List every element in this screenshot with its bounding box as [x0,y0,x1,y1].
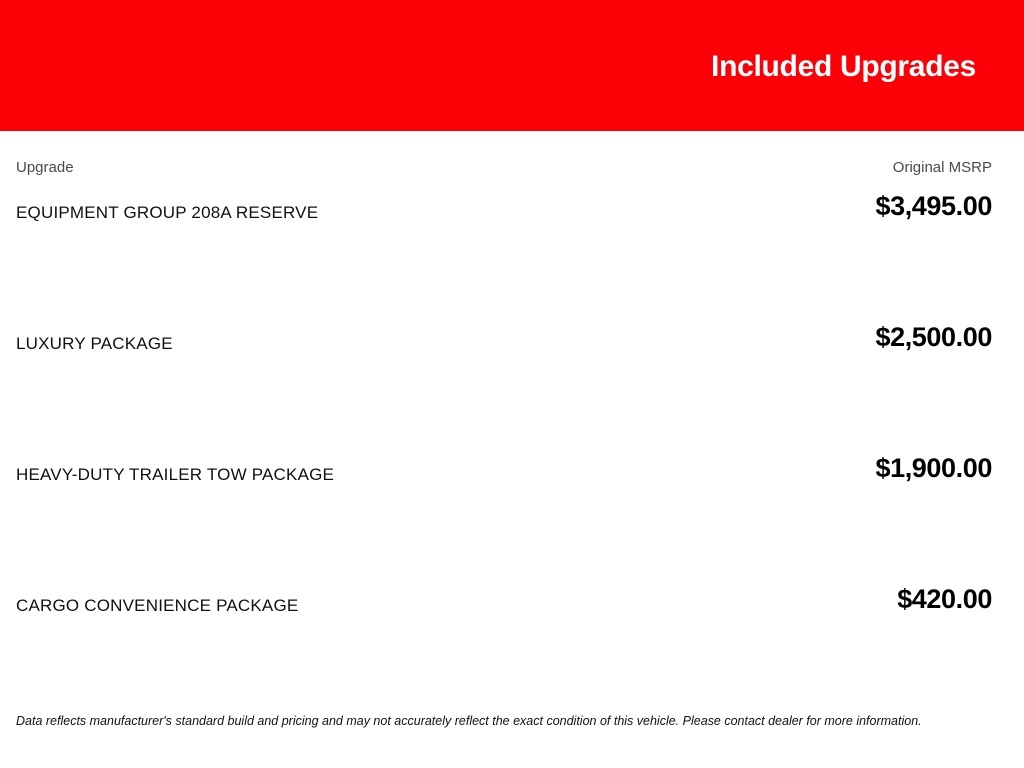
header-banner [0,0,1024,131]
upgrade-price: $1,900.00 [875,453,992,483]
upgrade-name: CARGO CONVENIENCE PACKAGE [16,596,299,615]
upgrade-name: LUXURY PACKAGE [16,334,173,353]
upgrades-content [0,131,1024,768]
column-header-upgrade: Upgrade [16,159,74,176]
table-row [16,322,1008,465]
upgrades-list [16,191,1008,727]
upgrade-name: HEAVY-DUTY TRAILER TOW PACKAGE [16,465,335,484]
table-row [16,453,1008,596]
upgrade-price: $3,495.00 [875,191,992,221]
page-title: Included Upgrades [711,50,976,83]
disclaimer-text: Data reflects manufacturer's standard build and pricing and may not accurately reflect the exact condition of this vehicle. Please contact dealer for more information. [16,714,922,728]
table-row [16,191,1008,334]
column-header-original-msrp: Original MSRP [892,159,992,176]
table-row [16,584,1008,727]
table-column-headers [16,131,1008,203]
upgrade-price: $420.00 [897,584,992,614]
upgrade-price: $2,500.00 [875,322,992,352]
upgrade-name: EQUIPMENT GROUP 208A RESERVE [16,203,319,222]
